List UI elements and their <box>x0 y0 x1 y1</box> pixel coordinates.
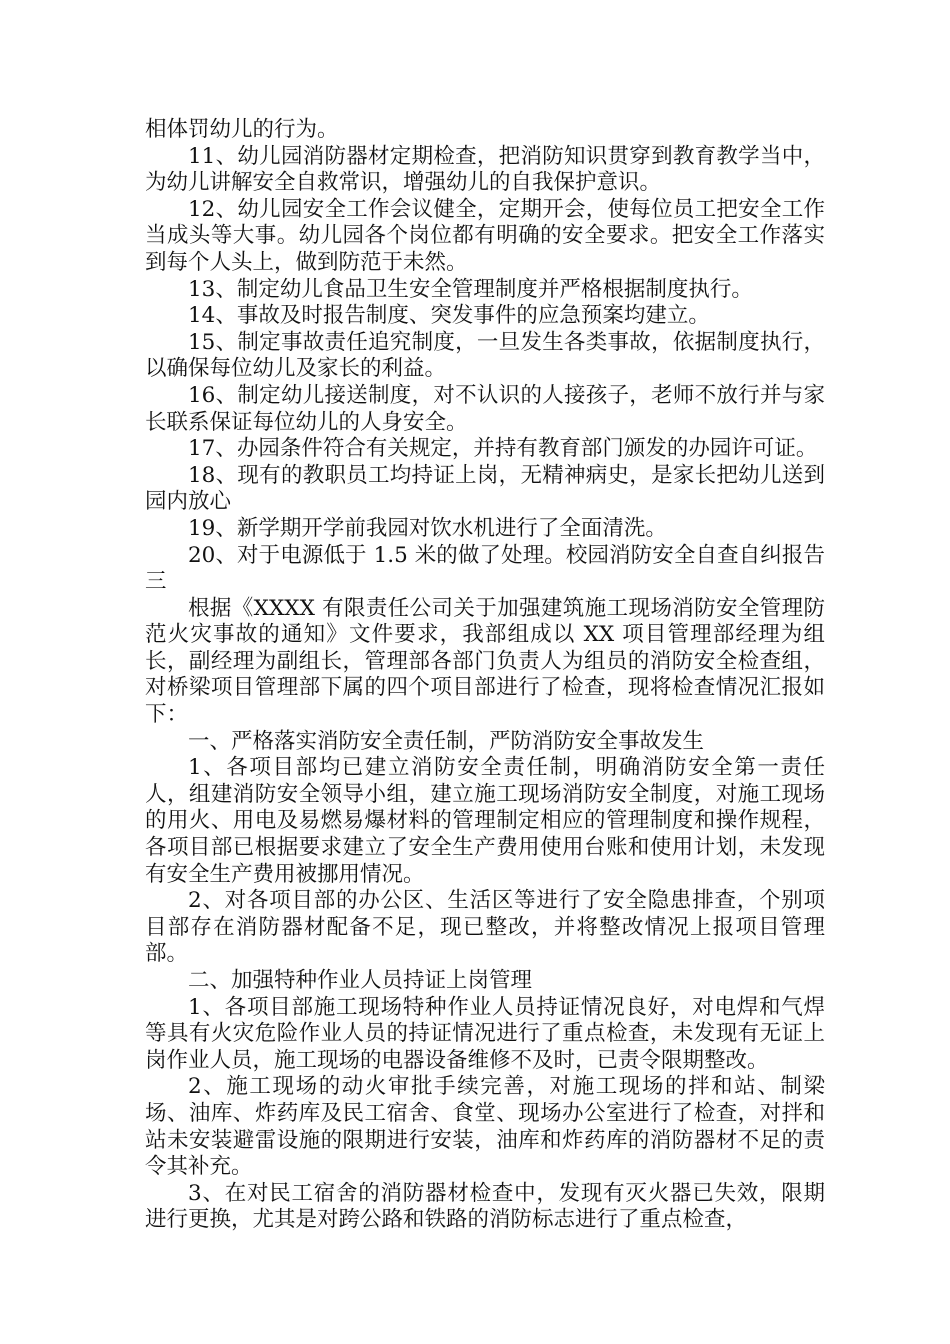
paragraph-2: 12、幼儿园安全工作会议健全，定期开会，使每位员工把安全工作当成头等大事。幼儿园各个岗位都有明确的安全要求。把安全工作落实到每个人头上，做到防范于未然。 <box>145 196 825 275</box>
paragraph-7: 17、办园条件符合有关规定，并持有教育部门颁发的办园许可证。 <box>188 436 818 462</box>
paragraph-10: 20、对于电源低于 1.5 米的做了处理。校园消防安全自查自纠报告三 <box>145 542 825 595</box>
paragraph-13: 1、各项目部均已建立消防安全责任制，明确消防安全第一责任人，组建消防安全领导小组，建立施工现场消防安全制度，对施工现场的用火、用电及易燃易爆材料的管理制定相应的管理制度和操作规程，各项目部已根据要求建立了安全生产费用使用台账和使用计划，未发现有安全生产费用被挪用情况。 <box>145 755 825 887</box>
paragraph-14: 2、对各项目部的办公区、生活区等进行了安全隐患排查，个别项目部存在消防器材配备不足，现已整改，并将整改情况上报项目管理部。 <box>145 888 825 967</box>
paragraph-1: 11、幼儿园消防器材定期检查，把消防知识贯穿到教育教学当中，为幼儿讲解安全自救常识，增强幼儿的自我保护意识。 <box>145 143 825 196</box>
paragraph-9: 19、新学期开学前我园对饮水机进行了全面清洗。 <box>188 515 667 541</box>
paragraph-18: 3、在对民工宿舍的消防器材检查中，发现有灭火器已失效，限期进行更换，尤其是对跨公路和铁路的消防标志进行了重点检查， <box>145 1180 825 1233</box>
paragraph-6: 16、制定幼儿接送制度，对不认识的人接孩子，老师不放行并与家长联系保证每位幼儿的人身安全。 <box>145 382 825 435</box>
paragraph-0: 相体罚幼儿的行为。 <box>145 117 339 142</box>
paragraph-17: 2、施工现场的动火审批手续完善，对施工现场的拌和站、制梁场、油库、炸药库及民工宿舍、食堂、现场办公室进行了检查，对拌和站未安装避雷设施的限期进行安装，油库和炸药库的消防器材不足的责令其补充。 <box>145 1074 825 1180</box>
paragraph-3: 13、制定幼儿食品卫生安全管理制度并严格根据制度执行。 <box>188 276 753 302</box>
paragraph-8: 18、现有的教职员工均持证上岗，无精神病史，是家长把幼儿送到园内放心 <box>145 462 825 515</box>
section-heading-2: 二、加强特种作业人员持证上岗管理 <box>188 968 533 993</box>
section-heading-1: 一、严格落实消防安全责任制，严防消防安全事故发生 <box>188 728 705 754</box>
paragraph-16: 1、各项目部施工现场特种作业人员持证情况良好，对电焊和气焊等具有火灾危险作业人员的持证情况进行了重点检查，未发现有无证上岗作业人员，施工现场的电器设备维修不及时，已责令限期整改。 <box>145 994 825 1073</box>
paragraph-11: 根据《XXXX 有限责任公司关于加强建筑施工现场消防安全管理防范火灾事故的通知》文件要求，我部组成以 XX 项目管理部经理为组长，副经理为副组长，管理部各部门负责人为组员的消防安全检查组，对桥梁项目管理部下属的四个项目部进行了检查，现将检查情况汇报如下： <box>145 595 825 728</box>
paragraph-5: 15、制定事故责任追究制度，一旦发生各类事故，依据制度执行，以确保每位幼儿及家长的利益。 <box>145 329 825 382</box>
document-body <box>145 117 825 1234</box>
paragraph-4: 14、事故及时报告制度、突发事件的应急预案均建立。 <box>188 303 710 329</box>
